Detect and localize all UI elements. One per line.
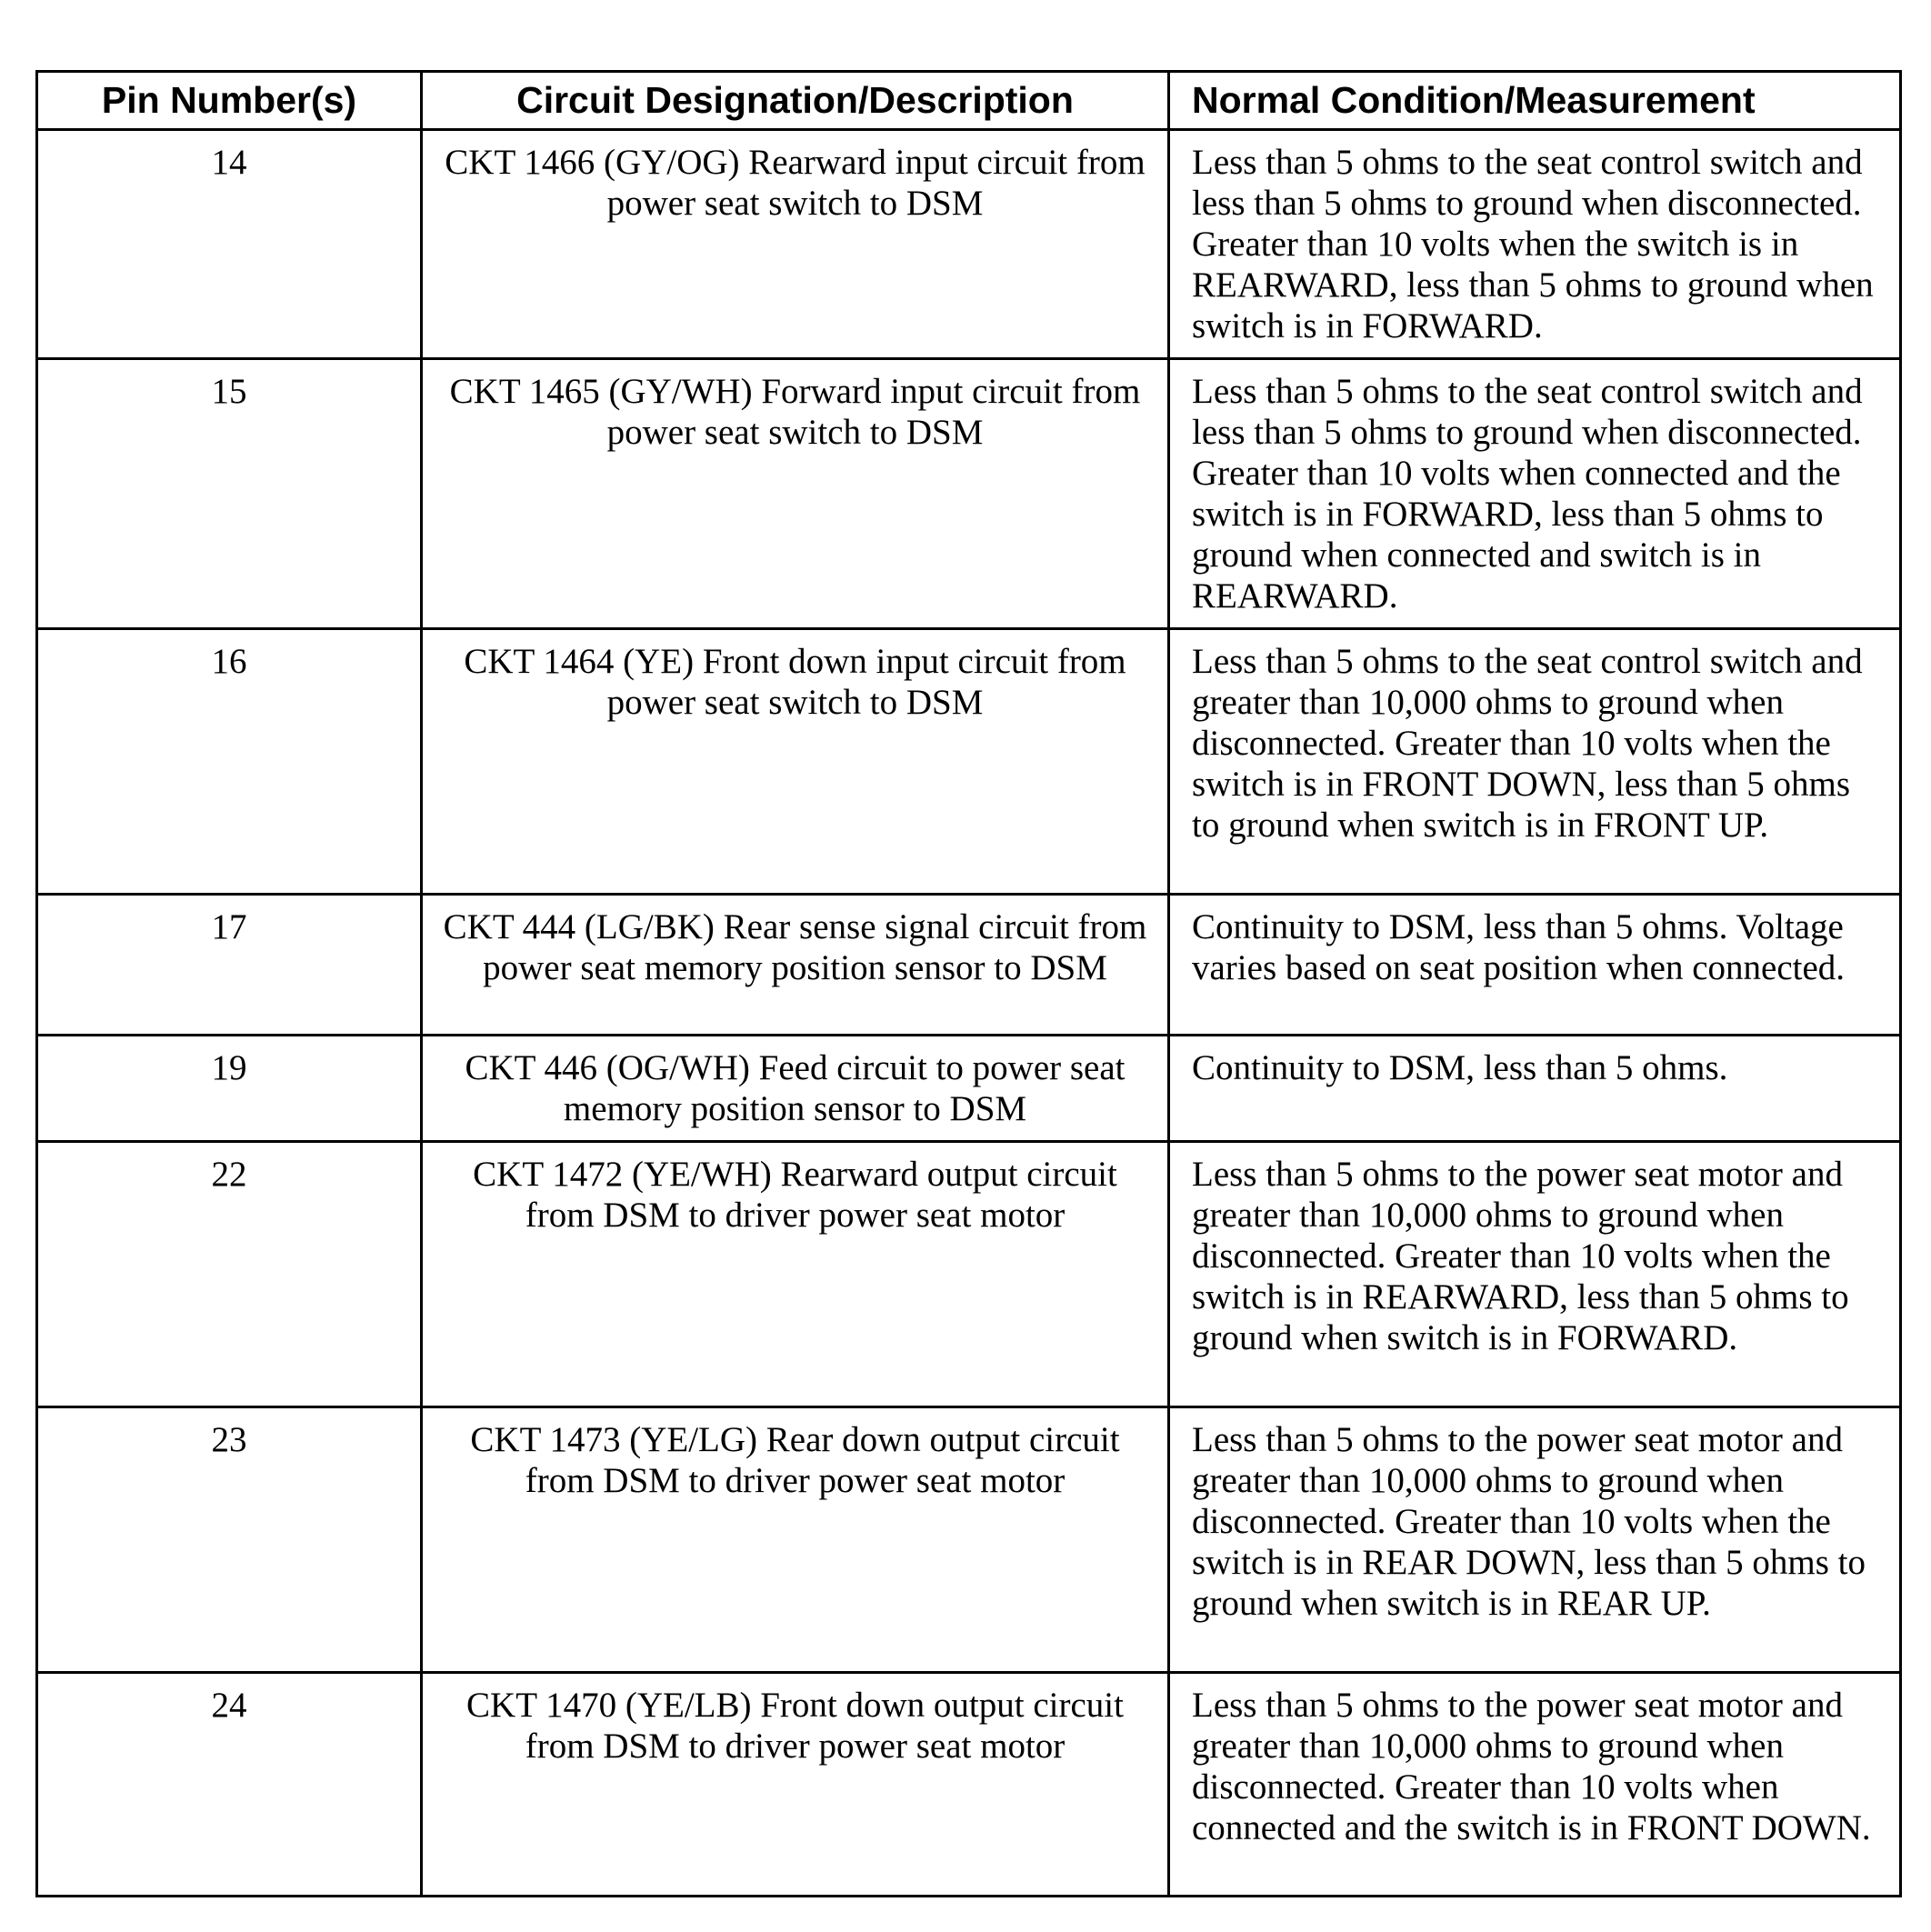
table-row xyxy=(37,895,1901,1036)
pin-number-cell: 14 xyxy=(37,130,422,359)
normal-condition-cell: Less than 5 ohms to the power seat motor and greater than 10,000 ohms to ground when disconnected. Greater than 10 volts when the switch is in REAR DOWN, less than 5 ohms to ground when switch is in REAR UP. xyxy=(1169,1407,1901,1673)
pin-number-cell: 22 xyxy=(37,1142,422,1407)
table-row xyxy=(37,629,1901,895)
normal-condition-cell: Less than 5 ohms to the seat control switch and less than 5 ohms to ground when disconnected. Greater than 10 volts when the switch is in REARWARD, less than 5 ohms to ground when switch is in FORWARD. xyxy=(1169,130,1901,359)
normal-condition-cell: Less than 5 ohms to the seat control switch and less than 5 ohms to ground when disconnected. Greater than 10 volts when connected and the switch is in FORWARD, less than 5 ohms to ground when connected and switch is in REARWARD. xyxy=(1169,359,1901,629)
table-row xyxy=(37,130,1901,359)
circuit-description-cell: CKT 444 (LG/BK) Rear sense signal circuit from power seat memory position sensor to DSM xyxy=(422,895,1169,1036)
table-row xyxy=(37,1673,1901,1897)
table-row xyxy=(37,1036,1901,1142)
normal-condition-cell: Less than 5 ohms to the power seat motor and greater than 10,000 ohms to ground when disconnected. Greater than 10 volts when connected and the switch is in FRONT DOWN. xyxy=(1169,1673,1901,1897)
normal-condition-cell: Less than 5 ohms to the power seat motor and greater than 10,000 ohms to ground when disconnected. Greater than 10 volts when the switch is in REARWARD, less than 5 ohms to ground when switch is in FORWARD. xyxy=(1169,1142,1901,1407)
normal-condition-cell: Continuity to DSM, less than 5 ohms. xyxy=(1169,1036,1901,1142)
pin-number-cell: 23 xyxy=(37,1407,422,1673)
header-row xyxy=(37,72,1901,130)
normal-condition-cell: Continuity to DSM, less than 5 ohms. Voltage varies based on seat position when connected. xyxy=(1169,895,1901,1036)
pin-number-cell: 15 xyxy=(37,359,422,629)
circuit-description-cell: CKT 1473 (YE/LG) Rear down output circuit from DSM to driver power seat motor xyxy=(422,1407,1169,1673)
header-normal-condition: Normal Condition/Measurement xyxy=(1169,72,1901,130)
header-pin-numbers: Pin Number(s) xyxy=(37,72,422,130)
circuit-description-cell: CKT 1472 (YE/WH) Rearward output circuit from DSM to driver power seat motor xyxy=(422,1142,1169,1407)
table-header xyxy=(37,72,1901,130)
circuit-description-cell: CKT 1470 (YE/LB) Front down output circuit from DSM to driver power seat motor xyxy=(422,1673,1169,1897)
table-row xyxy=(37,1407,1901,1673)
normal-condition-cell: Less than 5 ohms to the seat control switch and greater than 10,000 ohms to ground when disconnected. Greater than 10 volts when the switch is in FRONT DOWN, less than 5 ohms to ground when switch is in FRONT UP. xyxy=(1169,629,1901,895)
circuit-description-cell: CKT 1466 (GY/OG) Rearward input circuit from power seat switch to DSM xyxy=(422,130,1169,359)
circuit-description-cell: CKT 1465 (GY/WH) Forward input circuit from power seat switch to DSM xyxy=(422,359,1169,629)
pin-number-cell: 16 xyxy=(37,629,422,895)
header-circuit-description: Circuit Designation/Description xyxy=(422,72,1169,130)
circuit-description-cell: CKT 446 (OG/WH) Feed circuit to power seat memory position sensor to DSM xyxy=(422,1036,1169,1142)
pin-condition-table xyxy=(35,70,1902,1897)
pin-number-cell: 19 xyxy=(37,1036,422,1142)
table-body xyxy=(37,130,1901,1897)
table-row xyxy=(37,1142,1901,1407)
pin-number-cell: 24 xyxy=(37,1673,422,1897)
circuit-description-cell: CKT 1464 (YE) Front down input circuit from power seat switch to DSM xyxy=(422,629,1169,895)
pin-number-cell: 17 xyxy=(37,895,422,1036)
table-row xyxy=(37,359,1901,629)
